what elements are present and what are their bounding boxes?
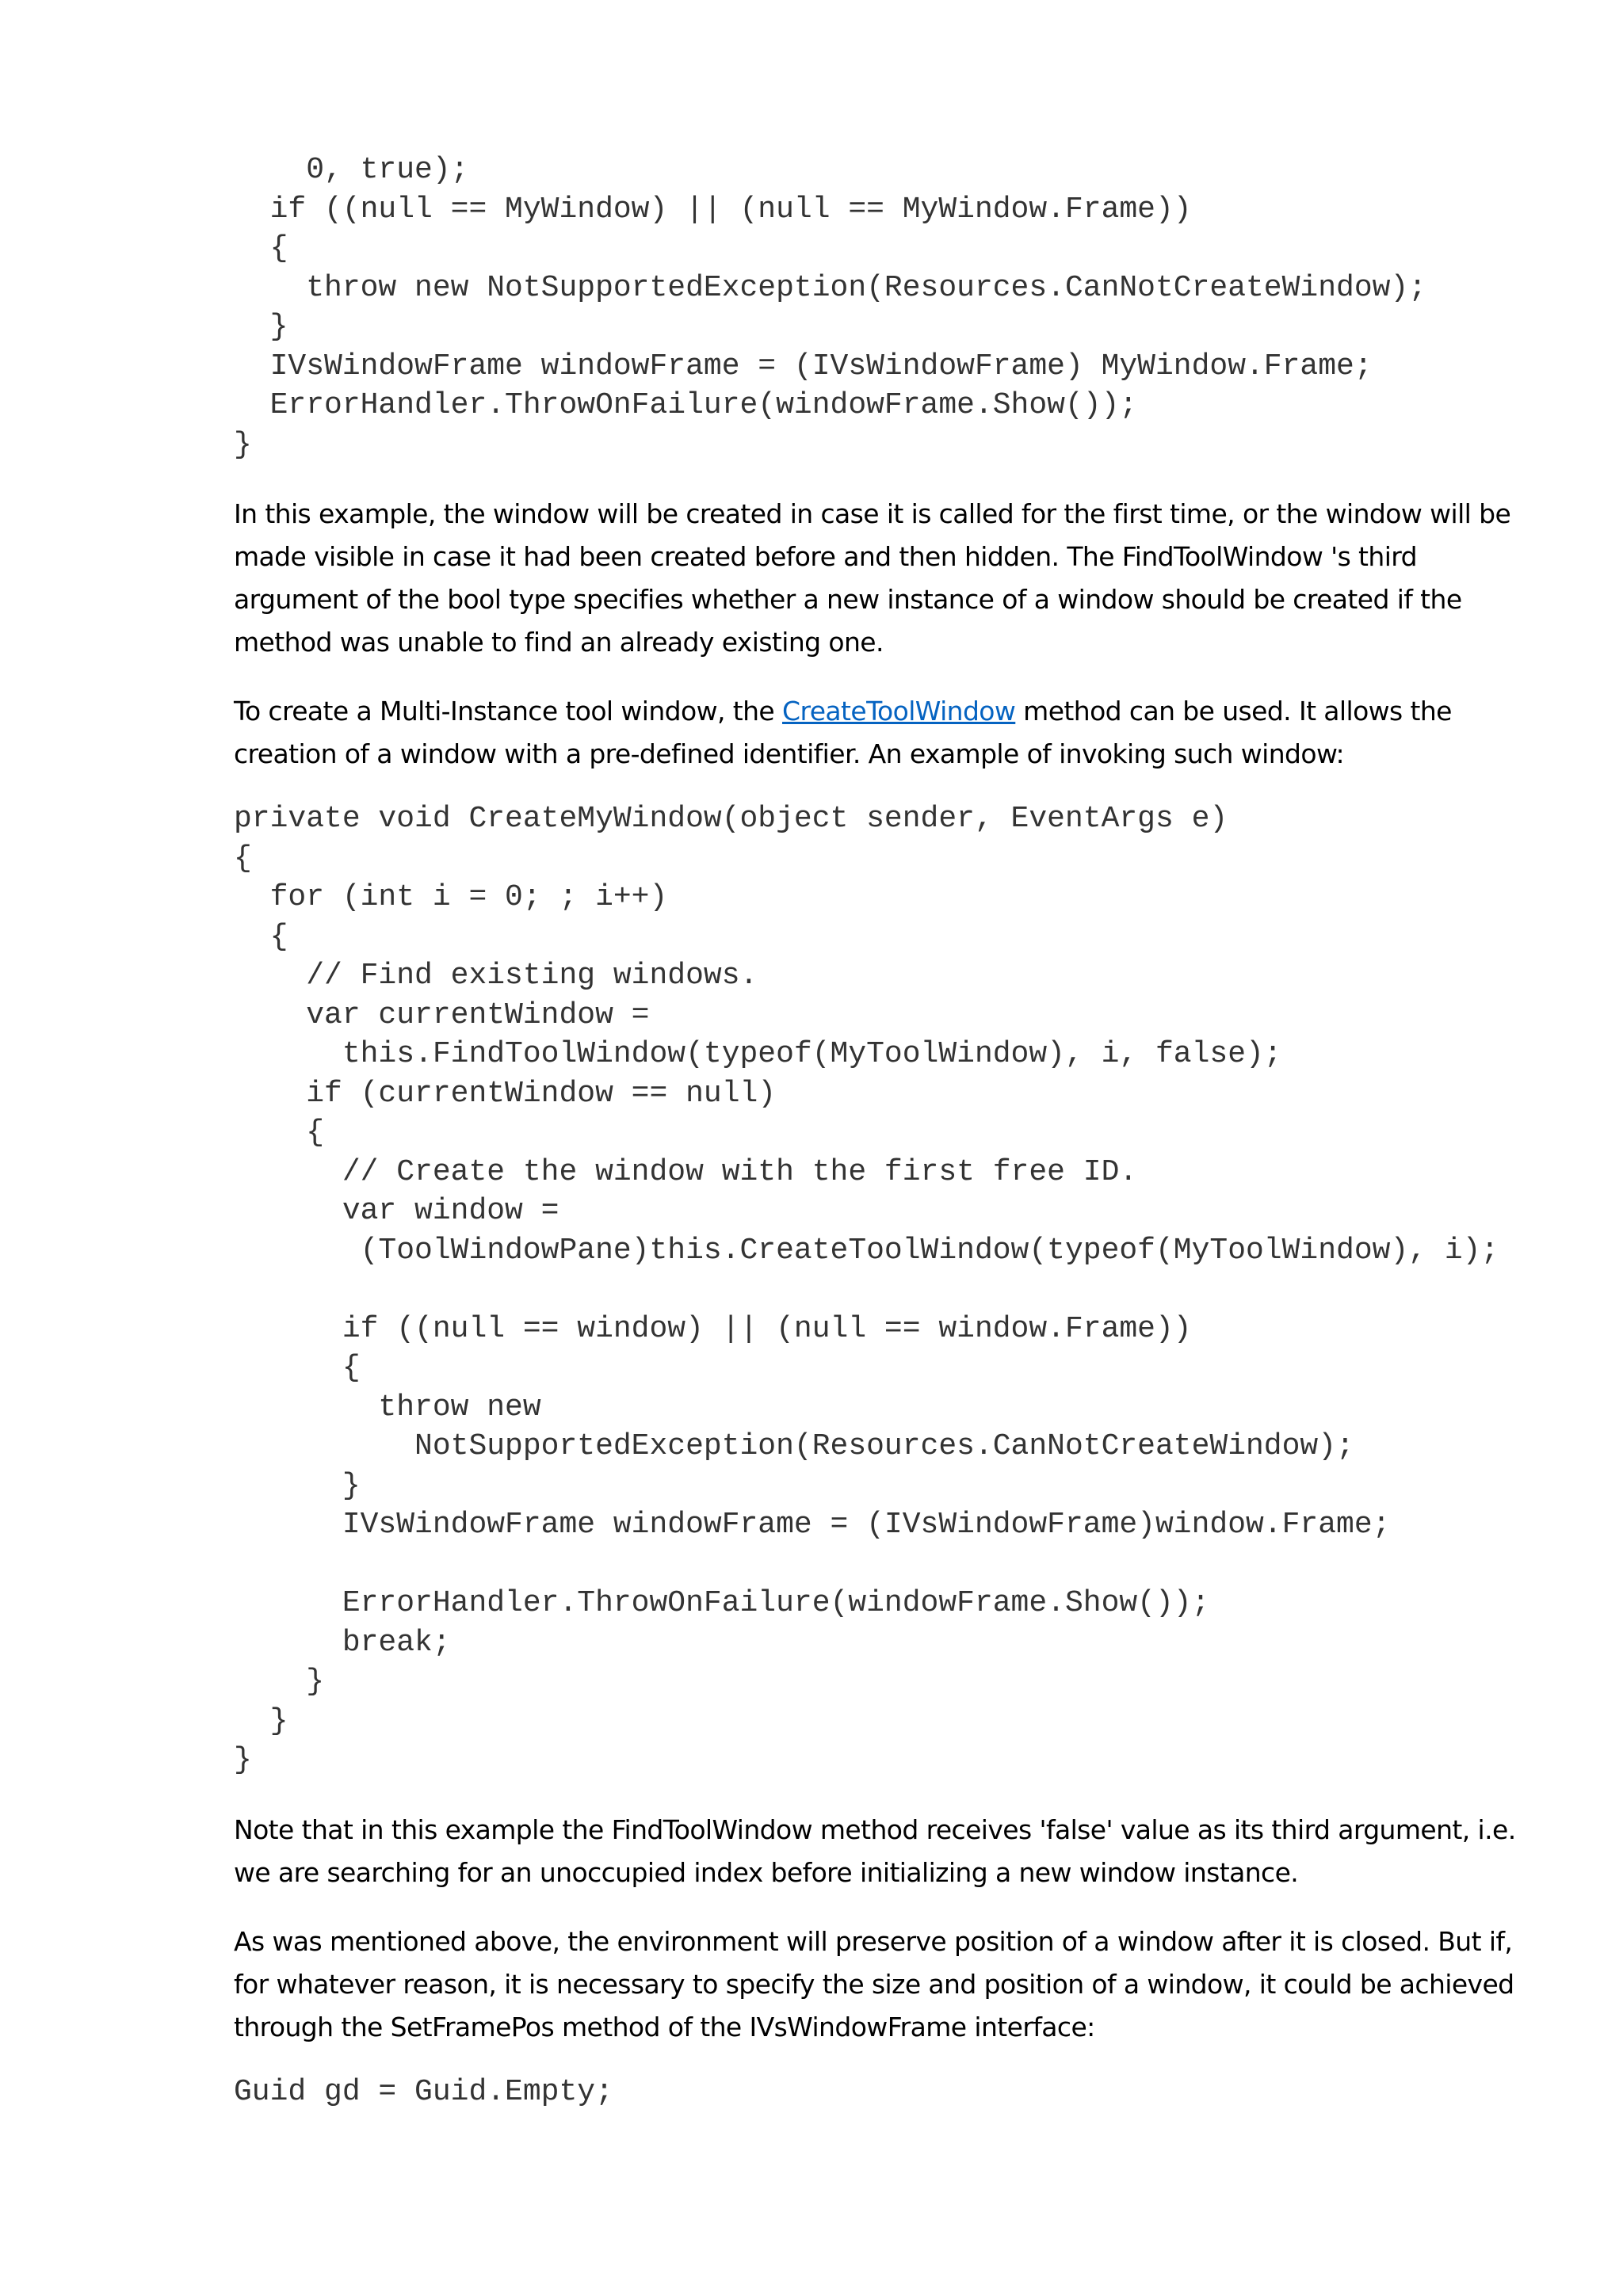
code-line: } (234, 1743, 252, 1777)
code-line: { (234, 1351, 361, 1385)
code-line: } (234, 310, 288, 344)
code-line: (ToolWindowPane)this.CreateToolWindow(typeof(MyToolWindow), i); (234, 1233, 1499, 1268)
code-line: throw new (234, 1390, 541, 1425)
code-line: for (int i = 0; ; i++) (234, 880, 668, 914)
code-line: } (234, 1703, 288, 1738)
page-content (234, 151, 1533, 2111)
code-line (234, 1270, 1533, 1310)
code-line: } (234, 427, 252, 462)
code-line: 0, true); (234, 153, 469, 187)
code-line: IVsWindowFrame windowFrame = (IVsWindowFrame) MyWindow.Frame; (234, 349, 1373, 383)
code-line: // Find existing windows. (234, 959, 758, 993)
code-line: private void CreateMyWindow(object sender, EventArgs e) (234, 802, 1228, 836)
code-line: if ((null == MyWindow) || (null == MyWindow.Frame)) (234, 192, 1192, 227)
code-block-create-my-window (234, 799, 1533, 1780)
code-line: if (currentWindow == null) (234, 1076, 777, 1111)
code-line: } (234, 1665, 325, 1699)
code-line: // Create the window with the first free ID. (234, 1154, 1138, 1189)
code-line: } (234, 1468, 361, 1503)
paragraph-multi-instance-intro (234, 690, 1533, 776)
paragraph-set-frame-pos-intro: As was mentioned above, the environment will preserve position of a window after it is closed. But if, for whatever reason, it is necessary to specify the size and position of a window, it could be achieved through the SetFramePos method of the IVsWindowFrame interface: (234, 1925, 1514, 2042)
code-line: break; (234, 1625, 451, 1660)
code-line: NotSupportedException(Resources.CanNotCreateWindow); (234, 1429, 1354, 1463)
paragraph-multi-instance-text-before: To create a Multi-Instance tool window, the (234, 696, 783, 727)
create-tool-window-link[interactable]: CreateToolWindow (782, 696, 1016, 727)
code-line: Guid gd = Guid.Empty; (234, 2074, 613, 2109)
code-line: throw new NotSupportedException(Resources.CanNotCreateWindow); (234, 270, 1427, 305)
code-line: { (234, 1116, 325, 1150)
code-line: this.FindToolWindow(typeof(MyToolWindow), i, false); (234, 1037, 1282, 1071)
paragraph-multi-instance-text-after: method can be used. It allows the creation of a window with a pre-defined identifier. An example of invoking such window: (234, 696, 1452, 769)
code-line: { (234, 919, 288, 954)
code-line: var window = (234, 1194, 559, 1228)
code-line: ErrorHandler.ThrowOnFailure(windowFrame.Show()); (234, 388, 1138, 422)
code-block-guid (234, 2073, 1533, 2112)
code-line: ErrorHandler.ThrowOnFailure(windowFrame.Show()); (234, 1586, 1210, 1620)
code-block-find-tool-window (234, 151, 1533, 464)
paragraph-false-argument-note: Note that in this example the FindToolWindow method receives 'false' value as its third argument, i.e. we are searching for an unoccupied index before initializing a new window instance. (234, 1814, 1516, 1888)
code-line (234, 1545, 1533, 1585)
code-line: { (234, 231, 288, 265)
code-line: if ((null == window) || (null == window.Frame)) (234, 1311, 1192, 1346)
code-line: var currentWindow = (234, 997, 650, 1032)
code-line: { (234, 841, 252, 875)
paragraph-find-tool-window-explanation: In this example, the window will be created in case it is called for the first time, or the window will be made visible in case it had been created before and then hidden. The FindToolWindow 's third argument of the bool type specifies whether a new instance of a window should be created if the method was unable to find an already existing one. (234, 498, 1511, 658)
code-line: IVsWindowFrame windowFrame = (IVsWindowFrame)window.Frame; (234, 1508, 1391, 1542)
